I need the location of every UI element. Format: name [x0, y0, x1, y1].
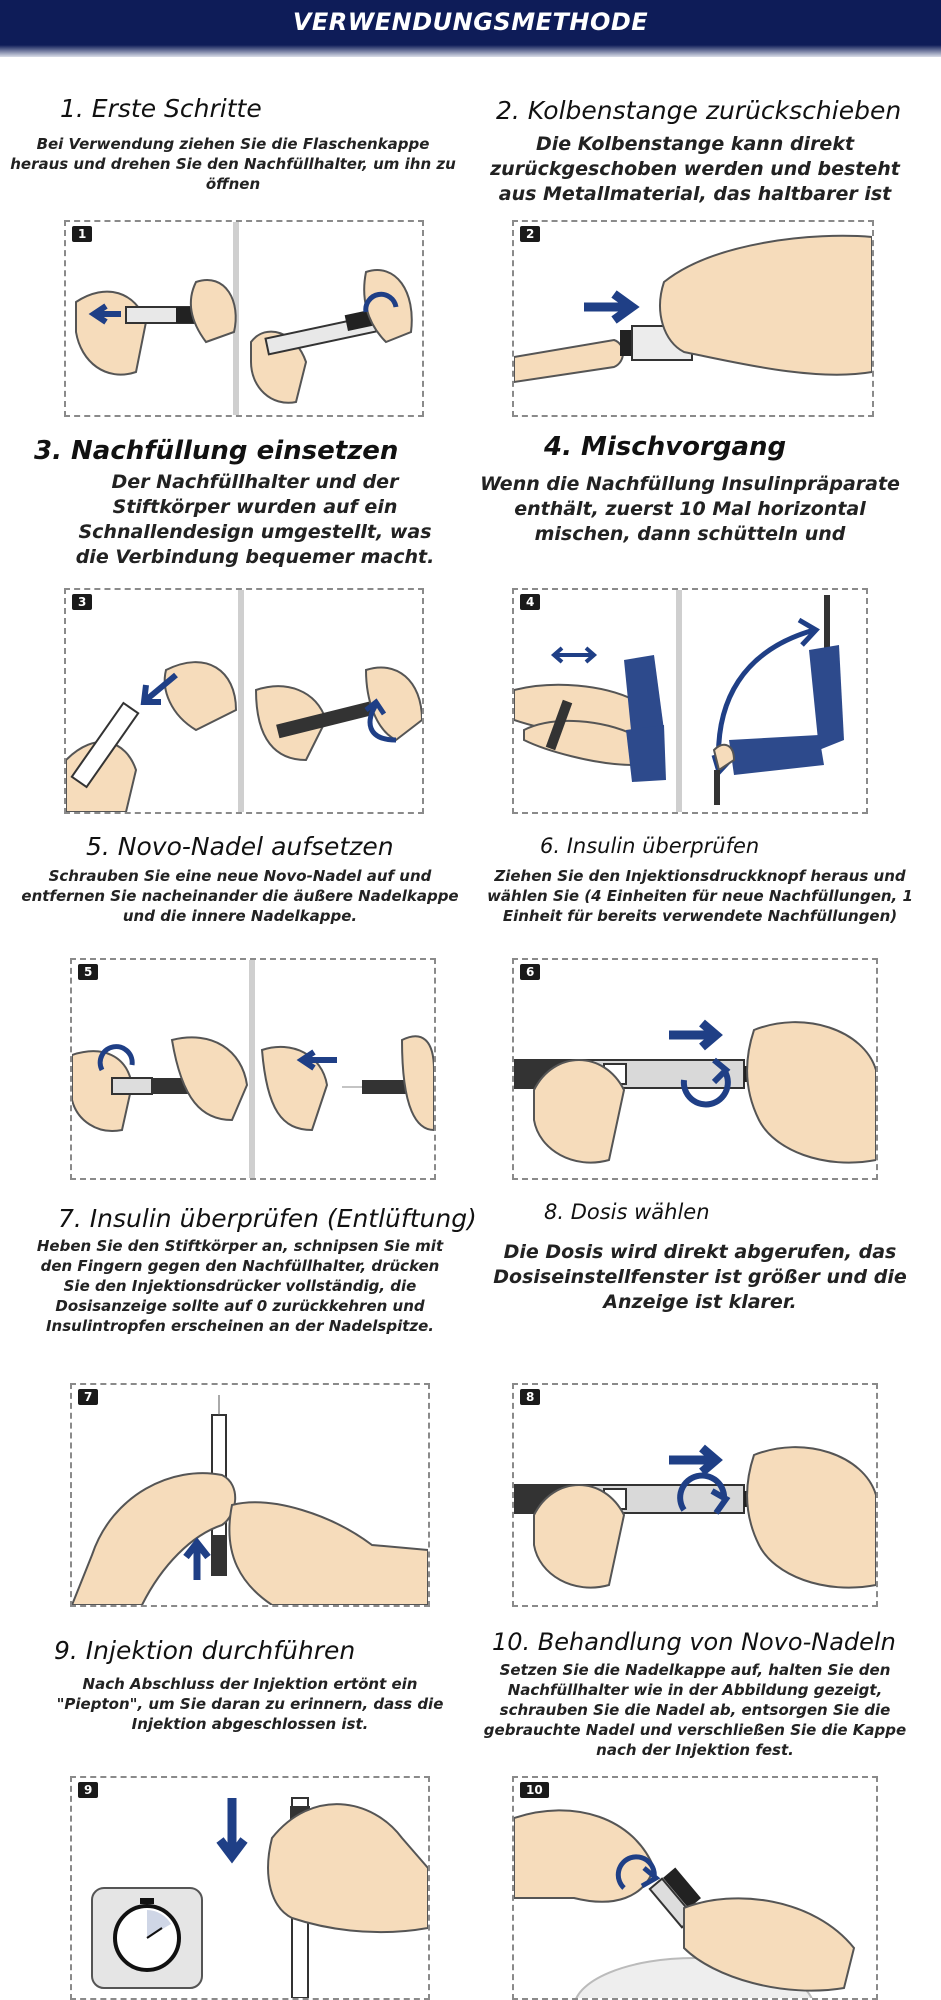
step-6-illustration	[512, 958, 878, 1180]
step-1-title: 1. Erste Schritte	[60, 94, 262, 123]
step-4-illustration	[512, 588, 868, 814]
step-4-badge: 4	[520, 594, 540, 610]
step-6-title: 6. Insulin überprüfen	[540, 834, 760, 858]
step-7-illustration	[70, 1383, 430, 1607]
step-2-title: 2. Kolbenstange zurückschieben	[496, 96, 902, 125]
step-4-title: 4. Mischvorgang	[544, 432, 787, 462]
step-10-illustration	[512, 1776, 878, 2000]
step-9-description: Nach Abschluss der Injektion ertönt ein "Piepton", um Sie daran zu erinnern, dass die Injektion abgeschlossen ist.	[56, 1675, 444, 1733]
step-1-badge: 1	[72, 226, 92, 242]
step-3-drawing	[66, 590, 422, 812]
step-3-description: Der Nachfüllhalter und der Stiftkörper wurden auf ein Schnallendesign umgestellt, was die Verbindung bequemer macht.	[75, 471, 435, 568]
step-1-illustration	[64, 220, 424, 417]
step-4-description: Wenn die Nachfüllung Insulinpräparate enthält, zuerst 10 Mal horizontal mischen, dann schütteln und	[480, 473, 900, 545]
step-6-description: Ziehen Sie den Injektionsdruckknopf heraus und wählen Sie (4 Einheiten für neue Nachfüllungen, 1 Einheit für bereits verwendete Nachfüllungen)	[487, 867, 913, 925]
step-7-badge: 7	[78, 1389, 98, 1405]
step-3-badge: 3	[72, 594, 92, 610]
step-2-description: Die Kolbenstange kann direkt zurückgeschoben werden und besteht aus Metallmaterial, das haltbarer ist	[490, 133, 900, 205]
step-10-description: Setzen Sie die Nadelkappe auf, halten Sie den Nachfüllhalter wie in der Abbildung gezeigt, schrauben Sie die Nadel ab, entsorgen Sie die gebrauchte Nadel und verschließen Sie die Kappe nach der Injektion fest.	[483, 1661, 907, 1759]
step-8-description: Die Dosis wird direkt abgerufen, das Dosiseinstellfenster ist größer und die Anzeige ist klarer.	[493, 1241, 907, 1313]
step-9-illustration	[70, 1776, 430, 2000]
step-2-drawing	[514, 222, 872, 415]
step-5-badge: 5	[78, 964, 98, 980]
step-6-badge: 6	[520, 964, 540, 980]
step-9-title: 9. Injektion durchführen	[54, 1636, 356, 1665]
step-4-drawing	[514, 590, 866, 812]
step-5-drawing	[72, 960, 434, 1178]
step-5-title: 5. Novo-Nadel aufsetzen	[86, 832, 394, 861]
step-2-illustration	[512, 220, 874, 417]
step-10-badge: 10	[520, 1782, 549, 1798]
page-banner	[0, 0, 941, 57]
step-1-drawing	[66, 222, 422, 415]
step-9-badge: 9	[78, 1782, 98, 1798]
step-10-title: 10. Behandlung von Novo-Nadeln	[492, 1628, 896, 1656]
step-8-title: 8. Dosis wählen	[544, 1200, 710, 1224]
banner-title: VERWENDUNGSMETHODE	[292, 8, 649, 36]
step-5-illustration	[70, 958, 436, 1180]
step-7-drawing	[72, 1385, 428, 1605]
step-1-description: Bei Verwendung ziehen Sie die Flaschenkappe heraus und drehen Sie den Nachfüllhalter, um ihn zu öffnen	[10, 135, 456, 193]
step-2-badge: 2	[520, 226, 540, 242]
step-7-title: 7. Insulin überprüfen (Entlüftung)	[58, 1204, 477, 1233]
step-8-drawing	[514, 1385, 876, 1605]
step-8-badge: 8	[520, 1389, 540, 1405]
step-3-title: 3. Nachfüllung einsetzen	[34, 436, 399, 466]
step-6-drawing	[514, 960, 876, 1178]
banner-shade	[0, 45, 941, 57]
step-8-illustration	[512, 1383, 878, 1607]
step-7-description: Heben Sie den Stiftkörper an, schnipsen Sie mit den Fingern gegen den Nachfüllhalter, drücken Sie den Injektionsdrücker vollständig, die Dosisanzeige sollte auf 0 zurückkehren und Insulintropfen erscheinen an der Nadelspitze.	[36, 1237, 444, 1335]
step-10-drawing	[514, 1778, 876, 1998]
step-9-drawing	[72, 1778, 428, 1998]
step-5-description: Schrauben Sie eine neue Novo-Nadel auf und entfernen Sie nacheinander die äußere Nadelkappe und die innere Nadelkappe.	[21, 867, 459, 925]
step-3-illustration	[64, 588, 424, 814]
